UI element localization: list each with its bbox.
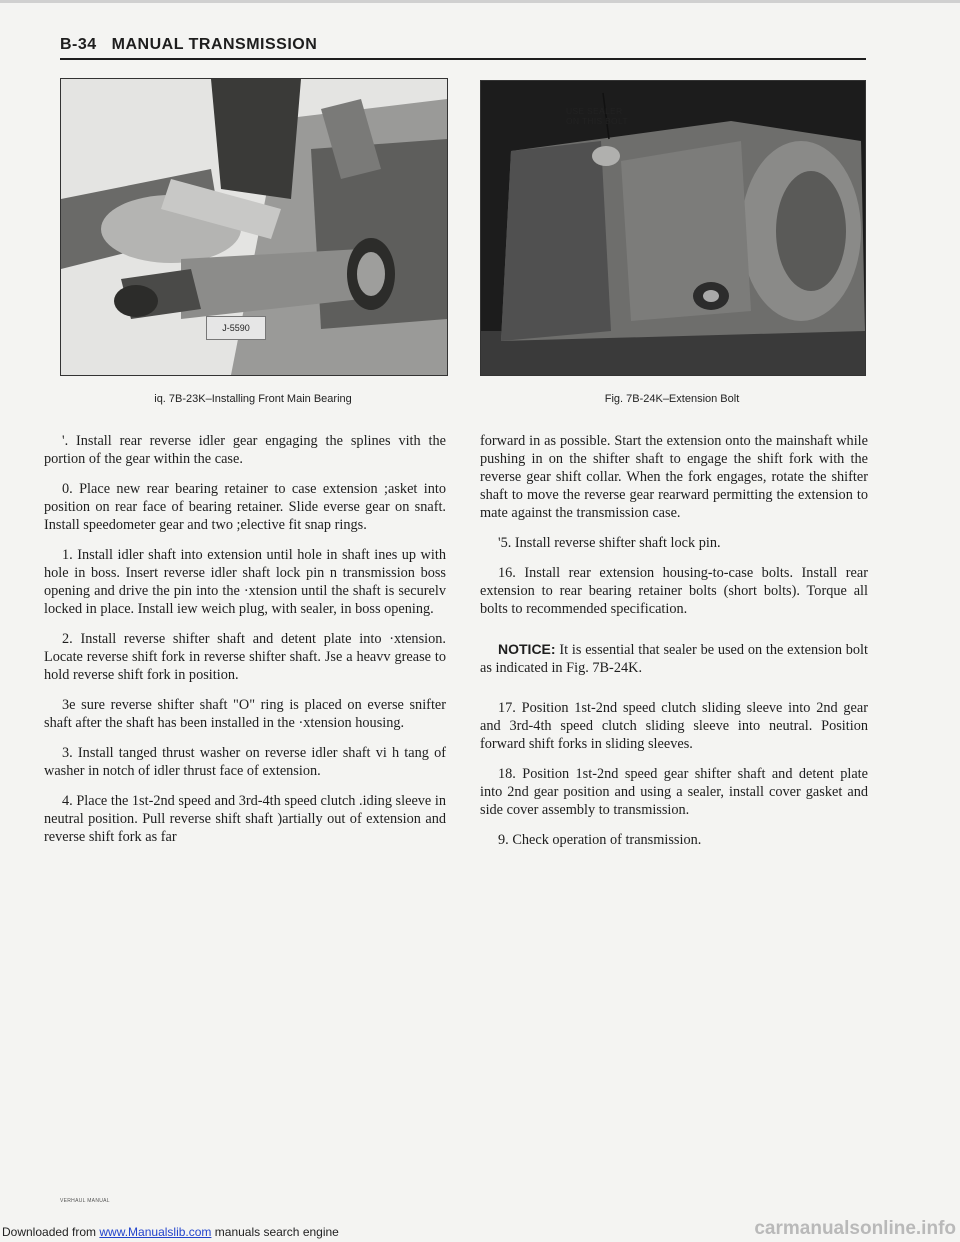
notice-label: NOTICE:: [498, 641, 556, 657]
download-suffix: manuals search engine: [211, 1225, 339, 1239]
header-rule: [60, 58, 866, 60]
step-item: [480, 564, 868, 618]
step-number: 17.: [498, 700, 516, 716]
step-text: Position 1st-2nd speed clutch sliding sleeve into 2nd gear and 3rd-4th speed clutch sliding sleeve into neutral. Position forward shift forks in sliding sleeves.: [480, 700, 869, 752]
step-number: 2.: [62, 631, 73, 647]
step-item: [44, 630, 446, 684]
step-text: Install idler shaft into extension until hole in shaft: [77, 547, 370, 563]
notice-block: [480, 640, 868, 677]
step-text: Install rear reverse idler gear engaging the splines: [76, 433, 391, 449]
extension-bolt-photo: [481, 81, 865, 375]
step-item: [480, 831, 868, 849]
step-text-cont: ·xtension. Locate reverse shift fork in reverse shifter shaft. Jse a heavv grease to hold reverse shift fork in position.: [44, 631, 446, 683]
manualslib-link[interactable]: www.Manualslib.com: [99, 1225, 212, 1239]
step-text: Position 1st-2nd speed gear shifter shaft and detent plate into 2nd gear position and using a sealer, install cover gasket and side cover assembly to transmission.: [480, 766, 868, 818]
step-item: [44, 480, 446, 534]
step-text: Install tanged thrust washer on reverse idler shaft: [77, 745, 371, 761]
download-footer: [0, 1218, 960, 1242]
sealer-callout: [566, 106, 628, 126]
step-number: 3.: [62, 745, 73, 761]
step-number: 0.: [62, 481, 73, 497]
step-text: Check operation of transmission.: [512, 832, 702, 848]
step-text-cont: vi h tang of washer in notch of idler thrust face of extension.: [44, 745, 446, 779]
right-column: [480, 432, 868, 849]
manual-footer-label: VERHAUL MANUAL: [60, 1198, 110, 1204]
step-item: [480, 765, 868, 819]
step-number: 3e: [62, 697, 76, 713]
step-text: Install rear extension housing-to-case bolts. Install rear extension to rear bearing retainer bolts (short bolts). Torque all bolts to recommended specification.: [480, 565, 868, 617]
step-item: [44, 744, 446, 780]
notice-text: It is essential that sealer be used on the extension bolt as indicated in Fig. 7B-24K.: [480, 642, 869, 676]
step-item: [480, 699, 868, 753]
step-text: Install reverse shifter shaft and detent plate into: [80, 631, 382, 647]
step-item: [480, 534, 868, 552]
step-number: '.: [62, 433, 69, 449]
page-header: [60, 36, 317, 54]
step-number: 1.: [62, 547, 73, 563]
top-border: [0, 0, 960, 3]
step-number: '5.: [498, 535, 512, 551]
left-column: [44, 432, 446, 846]
step-text: Install reverse shifter shaft lock pin.: [514, 535, 721, 551]
sealer-callout-line1: USE SEALER: [566, 106, 623, 116]
step-number: 18.: [498, 766, 516, 782]
step-item: [44, 696, 446, 732]
step-text: Place the 1st-2nd speed and 3rd-4th speed clutch: [76, 793, 356, 809]
download-prefix: Downloaded from: [2, 1225, 100, 1239]
page-number: B-34: [60, 36, 97, 53]
step-number: 4.: [62, 793, 73, 809]
step-item: [44, 546, 446, 618]
step-text-cont: .iding sleeve in neutral position. Pull reverse shift shaft )artially out of extension and reverse shift fork as far: [44, 793, 446, 845]
figure-2-caption: Fig. 7B-24K–Extension Bolt: [604, 393, 740, 405]
sealer-callout-line2: ON THIS BOLT: [566, 116, 628, 126]
tool-tag-label: J-5590: [206, 316, 266, 340]
step-item: [44, 792, 446, 846]
step-text: sure reverse shifter shaft "O" ring is placed on: [81, 697, 362, 713]
step-text-cont: everse snifter shaft after the shaft has been installed in the ·xtension housing.: [44, 697, 447, 731]
step-text-cont: ines up with hole in boss. Insert reverse idler shaft lock pin n transmission boss opening and drive the pin into the ·xtension until the shaft is securelv locked in place. Install iew weich plug, with sealer, in boss opening.: [44, 547, 446, 617]
step-number: 9.: [498, 832, 509, 848]
continuation-paragraph: forward in as possible. Start the extension onto the mainshaft while pushing in on the shifter shaft to engage the shift fork with the reverse gear shift collar. When the fork engages, rotate the shifter shaft to move the reverse gear rearward permitting the extension to mate against the transmission case.: [480, 433, 868, 521]
watermark: carmanualsonline.info: [754, 1218, 956, 1239]
step-text-cont: vith the portion of the gear within the case.: [44, 433, 446, 467]
figure-extension-bolt: [480, 80, 866, 376]
download-notice: [2, 1225, 339, 1239]
step-item: [44, 432, 446, 468]
step-number: 16.: [498, 565, 516, 581]
step-text: Place new rear bearing retainer to case extension: [79, 481, 378, 497]
step-text-cont: ;asket into position on rear face of bearing retainer. Slide everse gear on snaft. Install speedometer gear and two ;elective fit snap rings.: [44, 481, 446, 533]
figure-1-caption: iq. 7B-23K–Installing Front Main Bearing: [154, 393, 352, 405]
section-title: MANUAL TRANSMISSION: [111, 36, 318, 53]
